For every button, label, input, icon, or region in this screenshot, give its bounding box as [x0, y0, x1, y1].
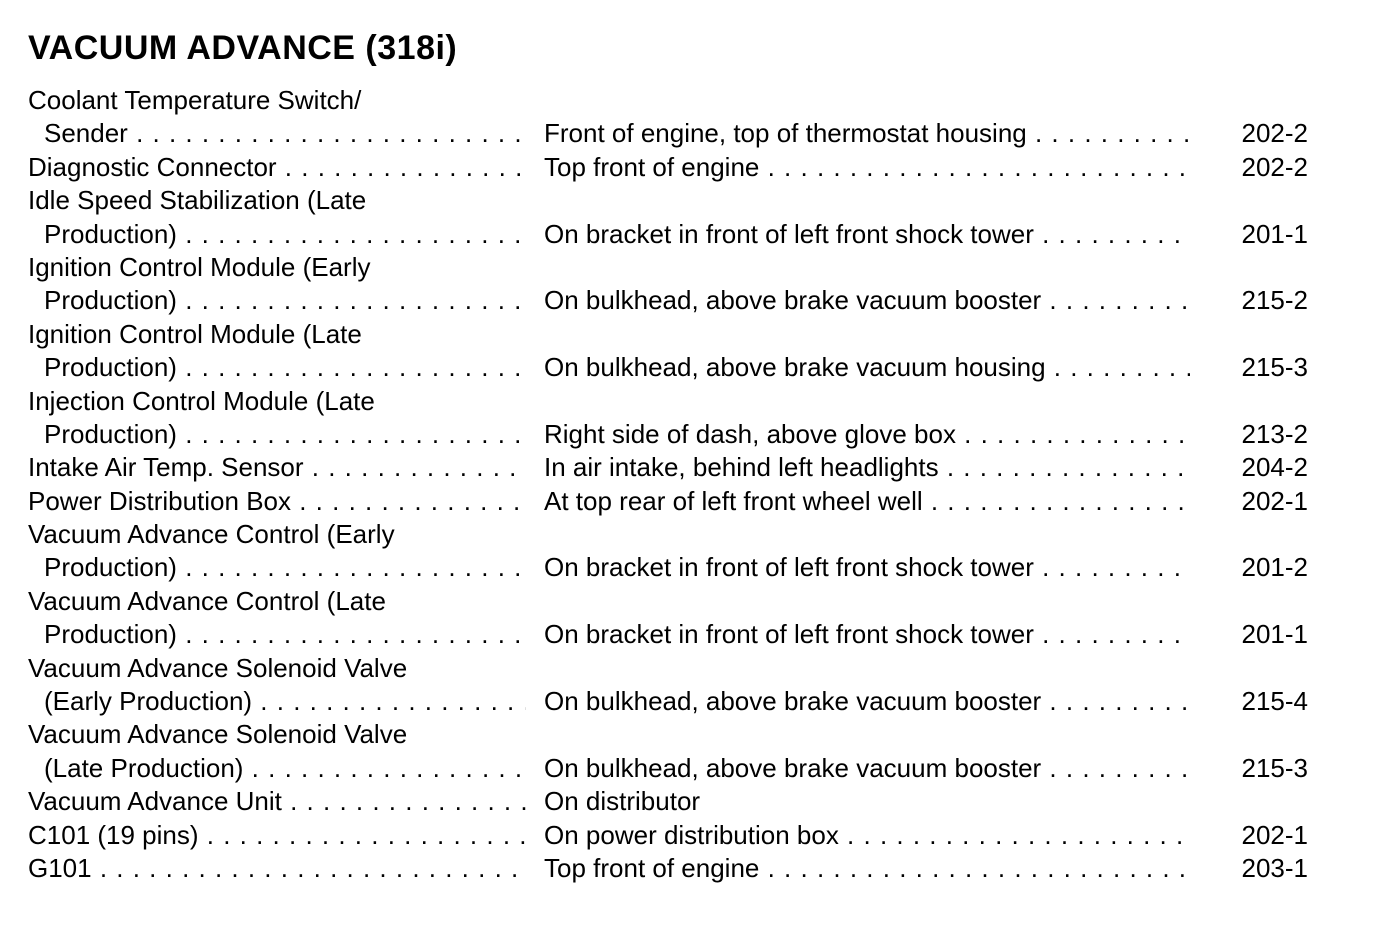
list-item — [0, 785, 1376, 818]
component-name: Production) . . . — [44, 351, 526, 384]
figure-reference: 202-2 — [1241, 151, 1308, 182]
component-name: Production) . . . — [44, 218, 526, 251]
component-location: Right side of dash, above glove box . . . — [544, 418, 1190, 451]
list-item — [0, 852, 1376, 885]
figure-reference: 204-2 — [1241, 452, 1308, 483]
component-name: Idle Speed Stabilization (Late — [28, 185, 367, 216]
component-location: Front of engine, top of thermostat housing . . . — [544, 117, 1190, 150]
list-item — [0, 618, 1376, 651]
component-name: Production) . . . — [44, 618, 526, 651]
figure-reference: 215-4 — [1241, 686, 1308, 717]
list-item — [0, 184, 1376, 217]
list-item — [0, 819, 1376, 852]
component-location: On power distribution box . . . — [544, 819, 1190, 852]
component-location-list — [0, 84, 1376, 885]
list-item — [0, 84, 1376, 117]
figure-reference: 202-1 — [1241, 485, 1308, 516]
component-location: On bulkhead, above brake vacuum housing . . . — [544, 351, 1190, 384]
list-item — [0, 652, 1376, 685]
figure-reference: 215-2 — [1241, 285, 1308, 316]
component-location: On bracket in front of left front shock tower . . . — [544, 551, 1190, 584]
list-item — [0, 585, 1376, 618]
component-name: Vacuum Advance Control (Late — [28, 585, 386, 616]
component-name: Production) . . . — [44, 418, 526, 451]
figure-reference: 201-1 — [1241, 218, 1308, 249]
list-item — [0, 551, 1376, 584]
list-item — [0, 318, 1376, 351]
list-item — [0, 117, 1376, 150]
page-title: VACUUM ADVANCE (318i) — [28, 29, 458, 67]
component-name: Vacuum Advance Solenoid Valve — [28, 719, 408, 750]
component-name: Diagnostic Connector . . . — [28, 151, 526, 184]
figure-reference: 201-2 — [1241, 552, 1308, 583]
list-item — [0, 151, 1376, 184]
component-name: G101 . . . — [28, 852, 526, 885]
list-item — [0, 451, 1376, 484]
figure-reference: 215-3 — [1241, 752, 1308, 783]
component-name: Intake Air Temp. Sensor . . . — [28, 451, 526, 484]
list-item — [0, 485, 1376, 518]
component-name: Production) . . . — [44, 284, 526, 317]
component-name: Injection Control Module (Late — [28, 385, 375, 416]
component-name: Power Distribution Box . . . — [28, 485, 526, 518]
figure-reference: 202-2 — [1241, 118, 1308, 149]
component-location: Top front of engine . . . — [544, 151, 1190, 184]
figure-reference: 203-1 — [1241, 852, 1308, 883]
component-name: Vacuum Advance Solenoid Valve — [28, 652, 408, 683]
list-item — [0, 385, 1376, 418]
list-item — [0, 284, 1376, 317]
list-item — [0, 251, 1376, 284]
figure-reference: 215-3 — [1241, 352, 1308, 383]
component-location: Top front of engine . . . — [544, 852, 1190, 885]
component-name: Ignition Control Module (Late — [28, 318, 362, 349]
component-name: Vacuum Advance Control (Early — [28, 519, 395, 550]
figure-reference: 201-1 — [1241, 619, 1308, 650]
component-location: On bulkhead, above brake vacuum booster . . . — [544, 284, 1190, 317]
component-location: In air intake, behind left headlights . . . — [544, 451, 1190, 484]
component-location: On bracket in front of left front shock tower . . . — [544, 618, 1190, 651]
component-name: Vacuum Advance Unit . . . — [28, 785, 526, 818]
component-location: At top rear of left front wheel well . . . — [544, 485, 1190, 518]
list-item — [0, 685, 1376, 718]
component-name: Ignition Control Module (Early — [28, 251, 371, 282]
component-location: On bulkhead, above brake vacuum booster . . . — [544, 685, 1190, 718]
component-name: (Early Production) . . . — [44, 685, 526, 718]
figure-reference: 202-1 — [1241, 819, 1308, 850]
component-name: (Late Production) . . . — [44, 752, 526, 785]
component-name: Coolant Temperature Switch/ — [28, 85, 362, 115]
component-name: Sender . . . — [44, 117, 526, 150]
component-name: C101 (19 pins) . . . — [28, 819, 526, 852]
list-item — [0, 752, 1376, 785]
component-name: Production) . . . — [44, 551, 526, 584]
component-location: On bulkhead, above brake vacuum booster . . . — [544, 752, 1190, 785]
list-item — [0, 218, 1376, 251]
list-item — [0, 518, 1376, 551]
component-location: On distributor — [544, 786, 701, 817]
list-item — [0, 718, 1376, 751]
list-item — [0, 418, 1376, 451]
component-location: On bracket in front of left front shock tower . . . — [544, 218, 1190, 251]
figure-reference: 213-2 — [1241, 418, 1308, 449]
list-item — [0, 351, 1376, 384]
